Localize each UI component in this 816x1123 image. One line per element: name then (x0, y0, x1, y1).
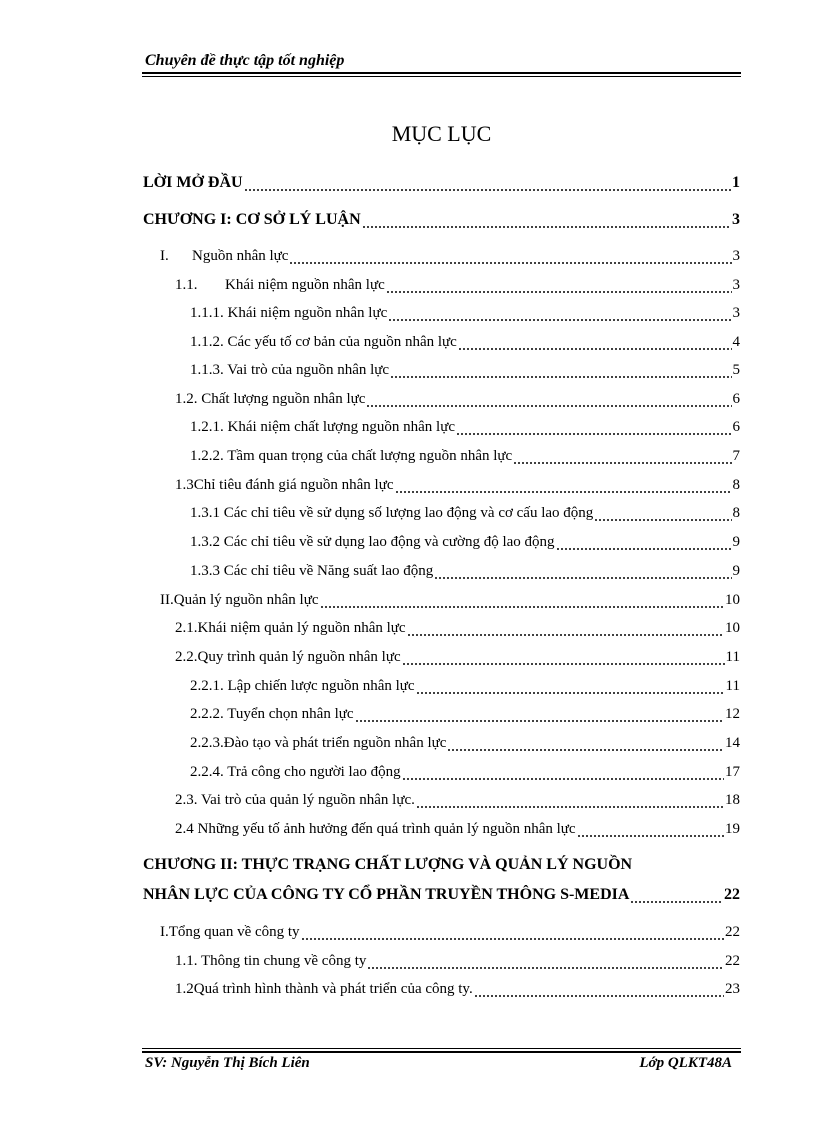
toc-leader-dots (244, 175, 731, 192)
toc-leader-dots (630, 887, 723, 904)
toc-entry-subsection[interactable] (190, 355, 740, 379)
toc-entry-subsection[interactable] (190, 327, 740, 351)
toc-entry-page: 6 (732, 419, 740, 435)
toc-leader-dots (458, 334, 732, 351)
toc-entry-label: 1.1.2. Các yếu tố cơ bản của nguồn nhân lực (190, 334, 457, 350)
running-header: Chuyên đề thực tập tốt nghiệp (145, 52, 345, 69)
toc-entry-subsection[interactable] (190, 757, 740, 781)
toc-entry-page: 11 (725, 649, 740, 665)
toc-entry-subsection[interactable] (190, 498, 740, 522)
toc-entry-section[interactable] (175, 270, 740, 294)
toc-entry-section[interactable] (175, 470, 740, 494)
toc-entry-section[interactable] (160, 241, 740, 265)
toc-entry-page: 10 (725, 620, 740, 636)
toc-entry-section[interactable] (160, 917, 740, 941)
toc-entry-section[interactable] (175, 613, 740, 637)
toc-leader-dots (366, 391, 731, 408)
toc-entry-label: 1.2Quá trình hình thành và phát triển của công ty. (175, 981, 473, 997)
toc-entry-label: 1.3.3 Các chỉ tiêu về Năng suất lao động (190, 563, 434, 579)
toc-entry-page: 12 (725, 706, 740, 722)
toc-entry-label: 2.2.Quy trình quản lý nguồn nhân lực (175, 649, 401, 665)
toc-entry-page: 22 (725, 924, 740, 940)
toc-leader-dots (416, 678, 725, 695)
toc-entry-label: CHƯƠNG II: THỰC TRẠNG CHẤT LƯỢNG VÀ QUẢN LÝ NGUỒN (143, 856, 633, 873)
toc-entry-page: 10 (725, 592, 740, 608)
toc-leader-dots (556, 534, 732, 551)
toc-entry-subsection[interactable] (190, 412, 740, 436)
toc-leader-dots (474, 981, 724, 998)
toc-entry-page: 1 (732, 174, 740, 191)
toc-entry-number: 1.1. (175, 277, 198, 293)
toc-entry-page: 4 (732, 334, 740, 350)
toc-leader-dots (416, 792, 724, 809)
toc-entry-chuong-2-line2[interactable] (143, 880, 740, 904)
toc-entry-subsection[interactable] (190, 441, 740, 465)
toc-leader-dots (362, 212, 731, 229)
toc-leader-dots (434, 563, 731, 580)
footer-rule-thin (142, 1048, 741, 1049)
toc-entry-page: 9 (732, 563, 740, 579)
toc-entry-subsection[interactable] (190, 728, 740, 752)
toc-leader-dots (577, 821, 724, 838)
toc-entry-section[interactable] (175, 974, 740, 998)
toc-entry-loi-mo-dau[interactable] (143, 168, 740, 192)
footer-rule (142, 1051, 741, 1053)
toc-entry-label: 1.3.2 Các chỉ tiêu về sử dụng lao động và cường độ lao động (190, 534, 555, 550)
toc-leader-dots (447, 735, 724, 752)
toc-leader-dots (367, 953, 724, 970)
toc-leader-dots (301, 924, 724, 941)
toc-leader-dots (390, 362, 731, 379)
toc-leader-dots (289, 248, 731, 265)
toc-leader-dots (456, 419, 732, 436)
toc-entry-label: NHÂN LỰC CỦA CÔNG TY CỔ PHẦN TRUYỀN THÔNG S-MEDIA (143, 886, 630, 903)
toc-entry-page: 8 (732, 477, 740, 493)
toc-entry-page: 11 (725, 678, 740, 694)
toc-entry-subsection[interactable] (190, 527, 740, 551)
toc-entry-page: 3 (732, 305, 740, 321)
toc-entry-label: Khái niệm nguồn nhân lực (225, 277, 385, 293)
toc-entry-label: 2.2.4. Trả công cho người lao động (190, 764, 401, 780)
toc-entry-section[interactable] (175, 384, 740, 408)
toc-leader-dots (402, 764, 724, 781)
toc-entry-page: 5 (732, 362, 740, 378)
toc-leader-dots (320, 592, 724, 609)
toc-entry-subsection[interactable] (190, 671, 740, 695)
toc-entry-page: 3 (732, 248, 740, 264)
toc-entry-page: 22 (725, 953, 740, 969)
toc-entry-label: 1.3.1 Các chỉ tiêu về sử dụng số lượng lao động và cơ cấu lao động (190, 505, 594, 521)
toc-leader-dots (594, 505, 731, 522)
toc-entry-page: 7 (732, 448, 740, 464)
toc-entry-label: 2.2.3.Đào tạo và phát triển nguồn nhân lực (190, 735, 447, 751)
toc-entry-label: 1.1.1. Khái niệm nguồn nhân lực (190, 305, 388, 321)
toc-entry-label: 2.3. Vai trò của quản lý nguồn nhân lực. (175, 792, 415, 808)
toc-entry-label: 1.1. Thông tin chung về công ty (175, 953, 367, 969)
footer-class: Lớp QLKT48A (639, 1055, 732, 1071)
toc-entry-section[interactable] (175, 642, 740, 666)
toc-entry-page: 22 (724, 886, 740, 903)
toc-entry-page: 18 (725, 792, 740, 808)
toc-entry-page: 8 (732, 505, 740, 521)
toc-entry-section[interactable] (160, 585, 740, 609)
toc-leader-dots (355, 706, 724, 723)
toc-entry-label: 2.1.Khái niệm quản lý nguồn nhân lực (175, 620, 406, 636)
toc-leader-dots (386, 277, 732, 294)
toc-entry-section[interactable] (175, 785, 740, 809)
toc-entry-label: 1.2.1. Khái niệm chất lượng nguồn nhân lực (190, 419, 455, 435)
toc-entry-section[interactable] (175, 814, 740, 838)
toc-title: MỤC LỤC (391, 121, 492, 146)
toc-entry-page: 3 (732, 211, 740, 228)
toc-entry-chuong-2-line1[interactable] (143, 850, 740, 874)
toc-entry-page: 17 (725, 764, 740, 780)
toc-entry-chuong-1[interactable] (143, 205, 740, 229)
toc-leader-dots (395, 477, 732, 494)
toc-entry-page: 19 (725, 821, 740, 837)
toc-entry-label: 2.2.2. Tuyển chọn nhân lực (190, 706, 354, 722)
toc-leader-dots (407, 620, 724, 637)
toc-entry-label: I.Tổng quan về công ty (160, 924, 300, 940)
footer-student-name: SV: Nguyễn Thị Bích Liên (145, 1055, 310, 1071)
toc-leader-dots (402, 649, 725, 666)
toc-entry-subsection[interactable] (190, 556, 740, 580)
toc-entry-page: 3 (732, 277, 740, 293)
toc-entry-label: LỜI MỞ ĐẦU (143, 174, 243, 191)
toc-entry-number: I. (160, 248, 169, 264)
toc-entry-label: 1.1.3. Vai trò của nguồn nhân lực (190, 362, 390, 378)
toc-leader-dots (513, 448, 731, 465)
toc-entry-label: 1.2. Chất lượng nguồn nhân lực (175, 391, 366, 407)
toc-entry-section[interactable] (175, 946, 740, 970)
toc-entry-subsection[interactable] (190, 699, 740, 723)
toc-entry-page: 14 (725, 735, 740, 751)
toc-entry-label: 2.4 Những yếu tố ảnh hưởng đến quá trình quản lý nguồn nhân lực (175, 821, 576, 837)
toc-entry-label: 1.2.2. Tầm quan trọng của chất lượng nguồn nhân lực (190, 448, 513, 464)
toc-entry-label: II.Quản lý nguồn nhân lực (160, 592, 319, 608)
toc-entry-label: 1.3Chỉ tiêu đánh giá nguồn nhân lực (175, 477, 394, 493)
toc-entry-subsection[interactable] (190, 298, 740, 322)
toc-leader-dots (388, 305, 731, 322)
toc-entry-label: CHƯƠNG I: CƠ SỞ LÝ LUẬN (143, 211, 361, 228)
toc-entry-page: 23 (725, 981, 740, 997)
toc-entry-label: 2.2.1. Lập chiến lược nguồn nhân lực (190, 678, 415, 694)
toc-entry-label: Nguồn nhân lực (192, 248, 289, 264)
toc-entry-page: 9 (732, 534, 740, 550)
toc-entry-page: 6 (732, 391, 740, 407)
